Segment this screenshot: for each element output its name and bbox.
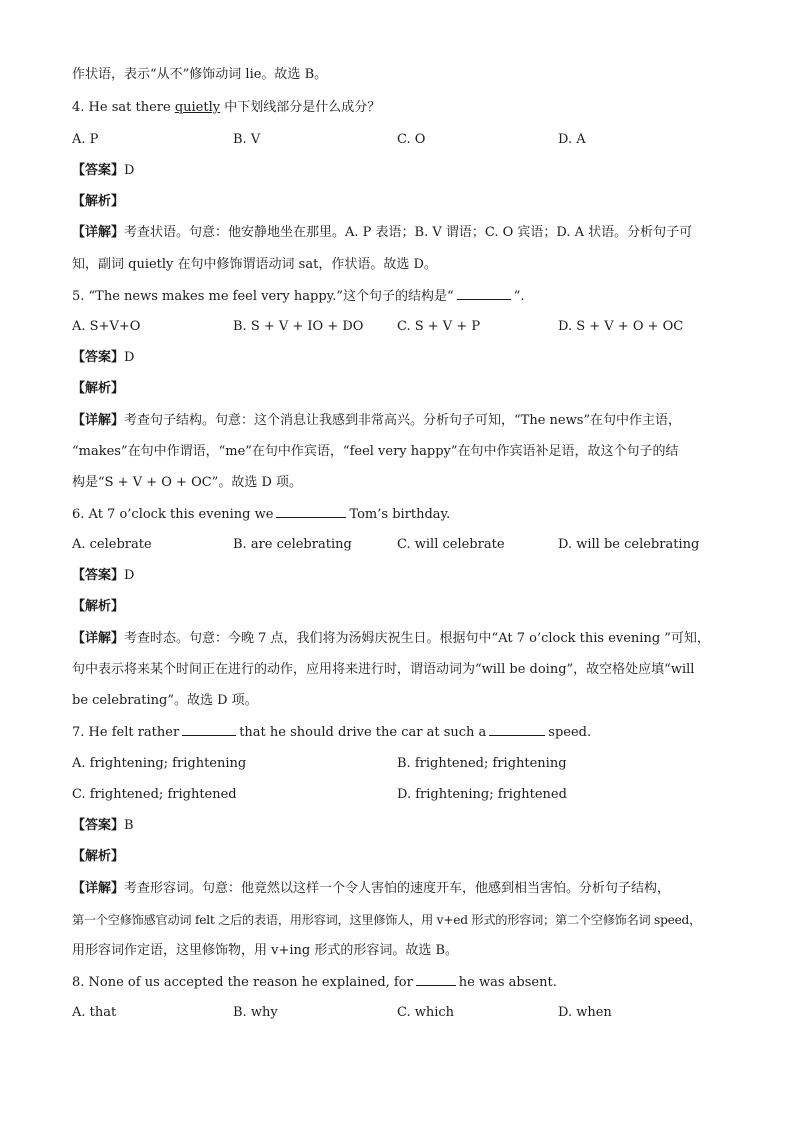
- answer-value: B: [124, 818, 134, 833]
- answer-value: D: [124, 163, 135, 178]
- answer-line: [72, 567, 134, 585]
- question-4: [72, 99, 380, 117]
- question-5: [72, 287, 524, 305]
- detail-label: 【详解】: [72, 631, 125, 646]
- detail-line: [72, 412, 681, 430]
- option-c: C. will celebrate: [397, 537, 505, 552]
- detail-text: 考查时态。句意：今晚 7 点，我们将为汤姆庆祝生日。根据句中“At 7 o’clock this evening ”可知，: [124, 631, 710, 646]
- option-b: B. V: [233, 132, 261, 147]
- answer-line: [72, 349, 134, 367]
- option-b: B. S + V + IO + DO: [233, 319, 364, 334]
- option-a: A. frightening; frightening: [72, 756, 247, 771]
- option-b: B. are celebrating: [233, 537, 352, 552]
- option-d: D. S + V + O + OC: [558, 319, 684, 334]
- option-d: D. frightening; frightened: [397, 787, 567, 802]
- option-a: A. S+V+O: [72, 319, 141, 334]
- option-c: C. S + V + P: [397, 319, 481, 334]
- option-a: A. that: [72, 1005, 117, 1020]
- detail-text: 考查状语。句意：他安静地坐在那里。A. P 表语；B. V 谓语；C. O 宾语；D. A 状语。分析句子可: [124, 225, 693, 240]
- answer-value: D: [124, 350, 135, 365]
- detail-line: [72, 880, 670, 898]
- detail-label: 【详解】: [72, 225, 125, 240]
- detail-line: 知，副词 quietly 在句中修饰谓语动词 sat，作状语。故选 D。: [72, 257, 437, 272]
- answer-label: 【答案】: [72, 818, 125, 833]
- text-line: 作状语，表示“从不”修饰动词 lie。故选 B。: [72, 67, 328, 82]
- underlined-word: quietly: [174, 100, 221, 115]
- question-text: 5. “The news makes me feel very happy.”这个句子的结构是“: [72, 289, 454, 304]
- answer-label: 【答案】: [72, 350, 125, 365]
- option-b: B. frightened; frightening: [397, 756, 567, 771]
- analysis-label: 【解析】: [72, 849, 125, 864]
- question-text: Tom’s birthday.: [349, 507, 451, 522]
- option-a: A. P: [72, 132, 99, 147]
- answer-blank: [276, 505, 346, 518]
- question-7: [72, 723, 591, 741]
- option-c: C. which: [397, 1005, 455, 1020]
- answer-label: 【答案】: [72, 163, 125, 178]
- question-6: [72, 505, 450, 523]
- option-c: C. O: [397, 132, 426, 147]
- question-text: he was absent.: [458, 975, 557, 990]
- question-text: 中下划线部分是什么成分？: [220, 100, 381, 115]
- detail-line: “makes”在句中作谓语，“me”在句中作宾语，“feel very happy”在句中作宾语补足语，故这个句子的结: [72, 444, 679, 459]
- analysis-label: 【解析】: [72, 599, 125, 614]
- detail-label: 【详解】: [72, 881, 125, 896]
- answer-blank: [457, 287, 511, 300]
- detail-line: [72, 224, 692, 242]
- option-d: D. A: [558, 132, 586, 147]
- detail-text: 考查形容词。句意：他竟然以这样一个令人害怕的速度开车，他感到相当害怕。分析句子结构，: [124, 881, 671, 896]
- answer-line: [72, 162, 134, 180]
- answer-line: [72, 817, 134, 835]
- answer-label: 【答案】: [72, 568, 125, 583]
- detail-line: 第一个空修饰感官动词 felt 之后的表语，用形容词，这里修饰人，用 v+ed 形式的形容词；第二个空修饰名词 speed，: [72, 913, 702, 927]
- answer-value: D: [124, 568, 135, 583]
- detail-line: 构是“S + V + O + OC”。故选 D 项。: [72, 475, 303, 490]
- question-8: [72, 973, 557, 991]
- analysis-label: 【解析】: [72, 381, 125, 396]
- question-text: 8. None of us accepted the reason he explained, for: [72, 975, 413, 990]
- option-a: A. celebrate: [72, 537, 152, 552]
- question-text: that he should drive the car at such a: [239, 725, 487, 740]
- detail-text: 考查句子结构。句意：这个消息让我感到非常高兴。分析句子可知，“The news”在句中作主语，: [124, 413, 682, 428]
- detail-line: 用形容词作定语，这里修饰物，用 v+ing 形式的形容词。故选 B。: [72, 943, 459, 958]
- analysis-label: 【解析】: [72, 194, 125, 209]
- question-text: 6. At 7 o’clock this evening we: [72, 507, 274, 522]
- option-d: D. will be celebrating: [558, 537, 700, 552]
- option-d: D. when: [558, 1005, 612, 1020]
- answer-blank: [182, 723, 236, 736]
- answer-blank: [416, 973, 456, 986]
- detail-line: [72, 630, 710, 648]
- detail-label: 【详解】: [72, 413, 125, 428]
- question-number-text: 4. He sat there: [72, 100, 175, 115]
- question-text: speed.: [548, 725, 592, 740]
- detail-line: 句中表示将来某个时间正在进行的动作，应用将来进行时，谓语动词为“will be doing”，故空格处应填“will: [72, 662, 695, 677]
- detail-line: be celebrating”。故选 D 项。: [72, 693, 258, 708]
- question-text: ”.: [513, 289, 525, 304]
- option-c: C. frightened; frightened: [72, 787, 237, 802]
- answer-blank: [489, 723, 545, 736]
- question-text: 7. He felt rather: [72, 725, 180, 740]
- option-b: B. why: [233, 1005, 278, 1020]
